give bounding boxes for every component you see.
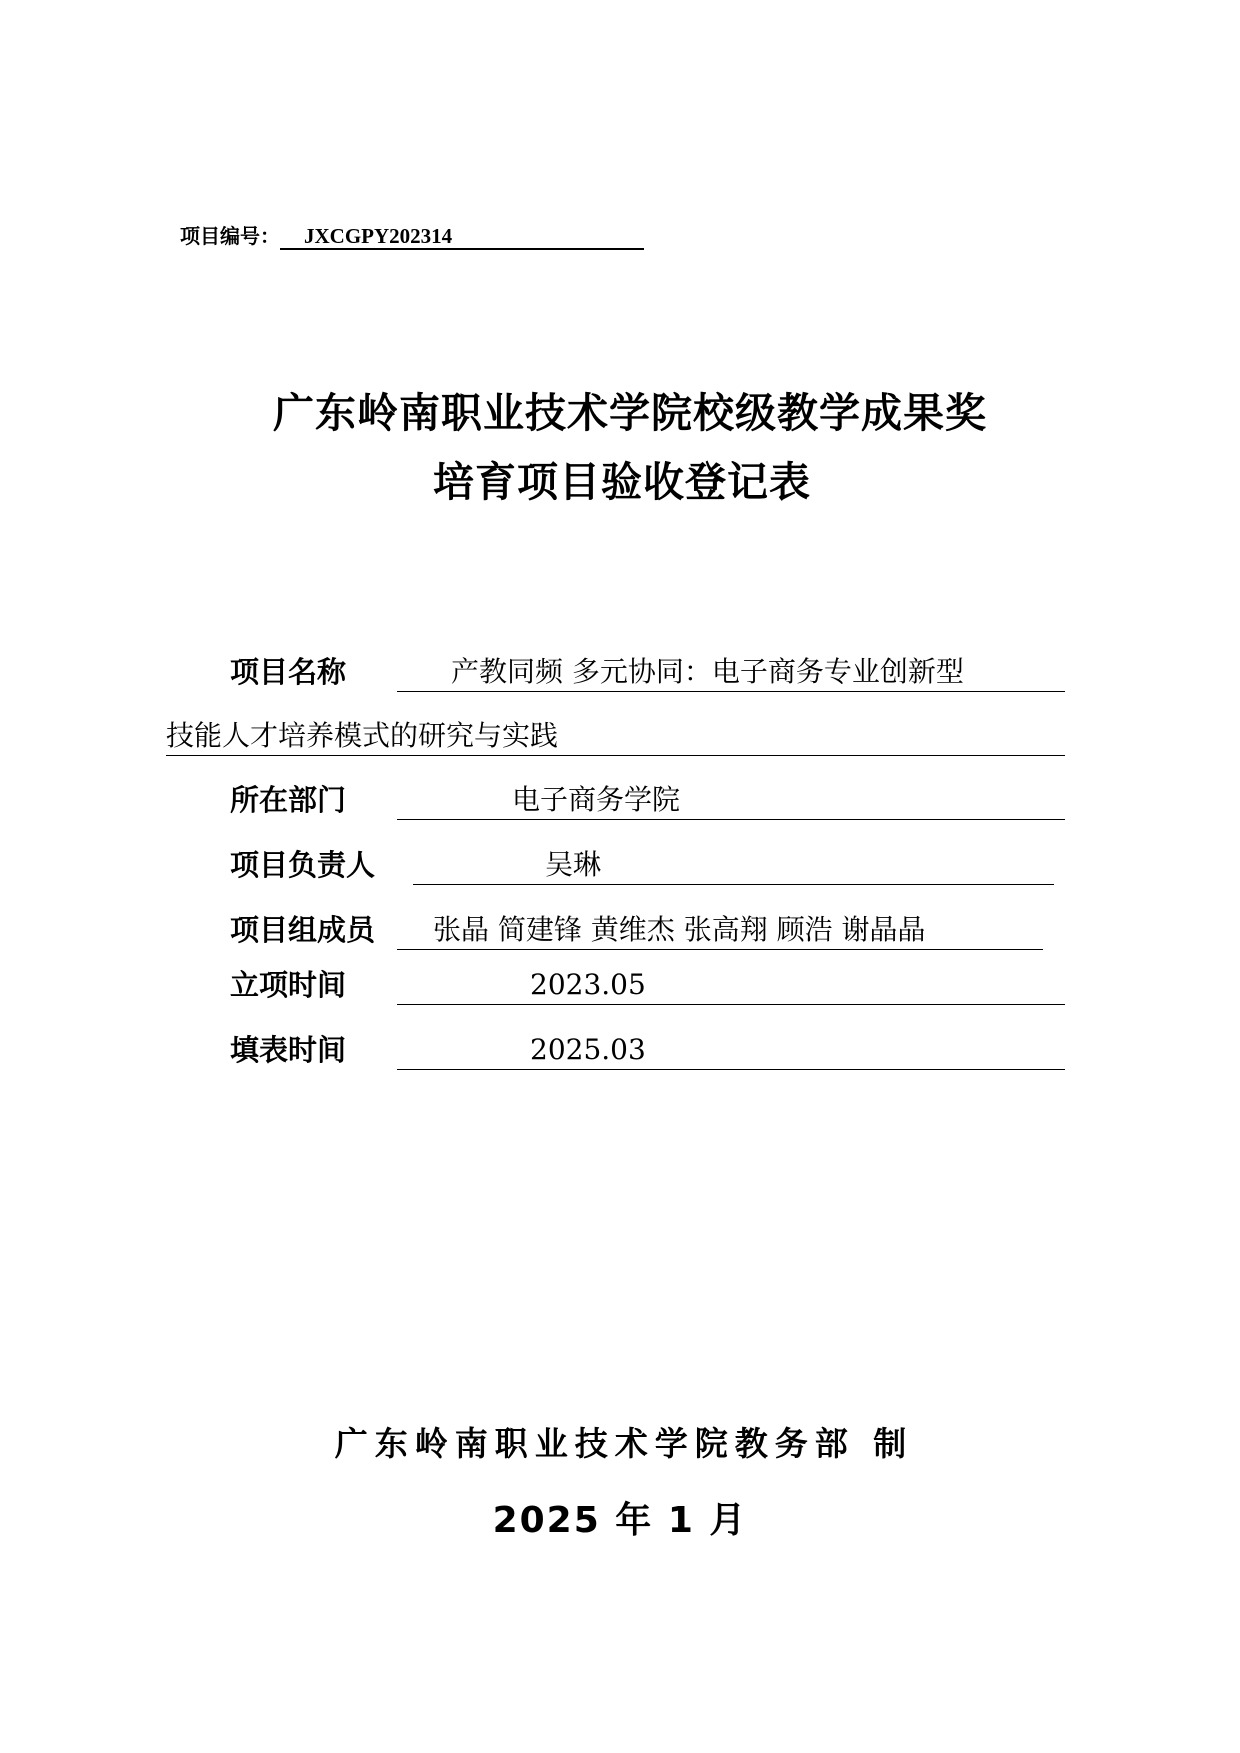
leader-label: 项目负责人 <box>230 848 376 882</box>
department-value: 电子商务学院 <box>397 780 1065 820</box>
start-date-value: 2023.05 <box>397 965 1065 1005</box>
document-title-line1: 广东岭南职业技术学院校级教学成果奖 <box>273 389 987 437</box>
project-number-label: 项目编号： <box>180 224 280 248</box>
start-date-label: 立项时间 <box>230 968 347 1002</box>
project-name-value-line1: 产教同频 多元协同：电子商务专业创新型 <box>397 652 1065 692</box>
department-label: 所在部门 <box>230 783 347 817</box>
project-number-value: JXCGPY202314 <box>280 224 644 250</box>
project-name-value-line2: 技能人才培养模式的研究与实践 <box>166 716 1065 756</box>
project-number <box>180 222 644 250</box>
document-title-line2: 培育项目验收登记表 <box>433 458 811 506</box>
members-label: 项目组成员 <box>230 913 376 947</box>
fill-date-value: 2025.03 <box>397 1030 1065 1070</box>
project-name-label: 项目名称 <box>230 655 347 689</box>
issue-date: 2025 年 1 月 <box>492 1500 748 1541</box>
fill-date-label: 填表时间 <box>230 1033 347 1067</box>
issuer-text: 广东岭南职业技术学院教务部 制 <box>334 1424 914 1463</box>
leader-value: 吴琳 <box>413 845 1054 885</box>
members-value: 张晶 简建锋 黄维杰 张高翔 顾浩 谢晶晶 <box>397 910 1043 950</box>
